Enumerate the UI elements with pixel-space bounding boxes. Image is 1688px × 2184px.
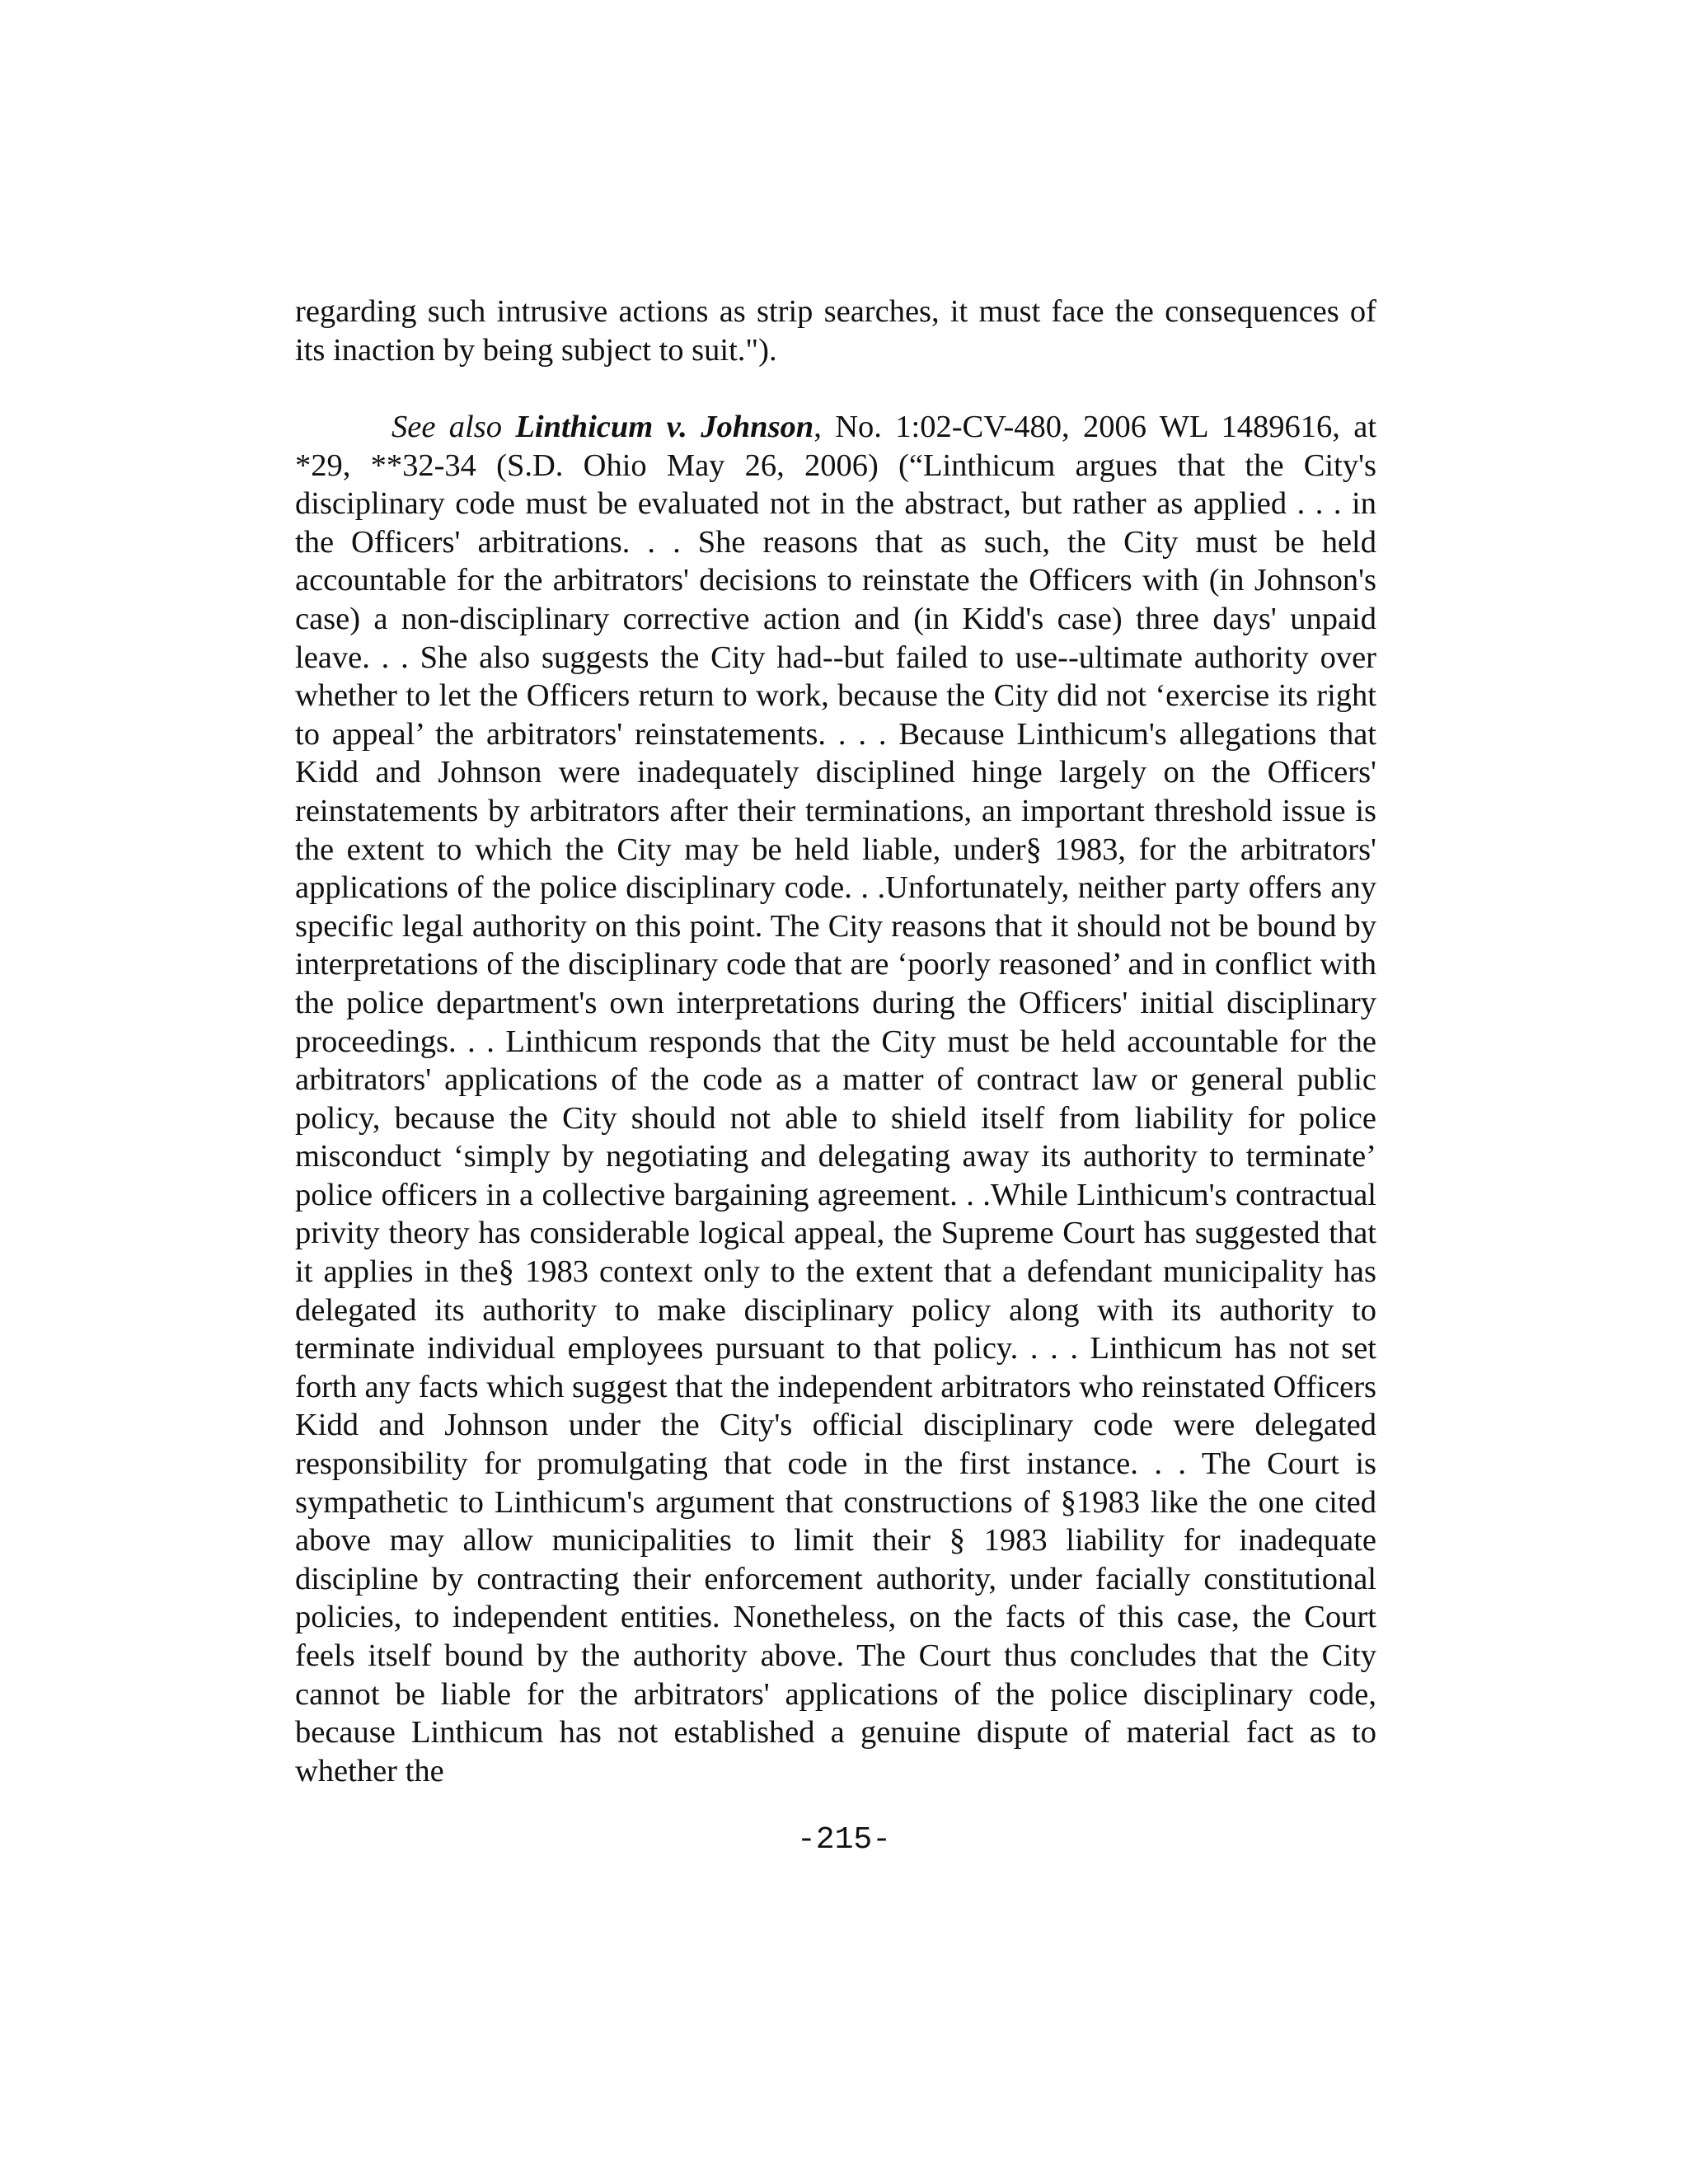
intro-text: regarding such intrusive actions as strip searches, it must face the consequences of its inaction by being subject to suit."). <box>295 294 1376 368</box>
page-number: -215- <box>796 1822 892 1858</box>
citation-body: , No. 1:02-CV-480, 2006 WL 1489616, at *29, **32-34 (S.D. Ohio May 26, 2006) (“Linthicum argues that the City's disciplinary code must be evaluated not in the abstract, but rather as applied . . . in the Officers' arbitrations. . . She reasons that as such, the City must be held accountable for the arbitrators' decisions to reinstate the Officers with (in Johnson's case) a non-disciplinary corrective action and (in Kidd's case) three days' unpaid leave. . . She also suggests the City had--but failed to use--ultimate authority over whether to let the Officers return to work, because the City did not ‘exercise its right to appeal’ the arbitrators' reinstatements. . . . Because Linthicum's allegations that Kidd and Johnson were inadequately disciplined hinge largely on the Officers' reinstatements by arbitrators after their terminations, an important threshold issue is the extent to which the City may be held liable, under§ 1983, for the arbitrators' applications of the police disciplinary code. . .Unfortunately, neither party offers any specific legal authority on this point. The City reasons that it should not be bound by interpretations of the disciplinary code that are ‘poorly reasoned’ and in conflict with the police department's own interpretations during the Officers' initial disciplinary proceedings. . . Linthicum responds that the City must be held accountable for the arbitrators' applications of the code as a matter of contract law or general public policy, because the City should not able to shield itself from liability for police misconduct ‘simply by negotiating and delegating away its authority to terminate’ police officers in a collective bargaining agreement. . .While Linthicum's contractual privity theory has considerable logical appeal, the Supreme Court has suggested that it applies in the§ 1983 context only to the extent that a defendant municipality has delegated its authority to make disciplinary policy along with its authority to terminate individual employees pursuant to that policy. . . . Linthicum has not set forth any facts which suggest that the independent arbitrators who reinstated Officers Kidd and Johnson under the City's official disciplinary code were delegated responsibility for promulgating that code in the first instance. . . The Court is sympathetic to Linthicum's argument that constructions of §1983 like the one cited above may allow municipalities to limit their § 1983 liability for inadequate discipline by contracting their enforcement authority, under facially constitutional policies, to independent entities. Nonetheless, on the facts of this case, the Court feels itself bound by the authority above. The Court thus concludes that the City cannot be liable for the arbitrators' applications of the police disciplinary code, because Linthicum has not established a genuine dispute of material fact as to whether the <box>295 410 1377 1788</box>
case-citation-text <box>295 408 1376 1790</box>
case-citation-paragraph <box>295 408 1376 1790</box>
case-name: Linthicum v. Johnson <box>515 410 814 444</box>
citation-signal: See also <box>392 410 502 444</box>
intro-paragraph <box>295 293 1376 369</box>
